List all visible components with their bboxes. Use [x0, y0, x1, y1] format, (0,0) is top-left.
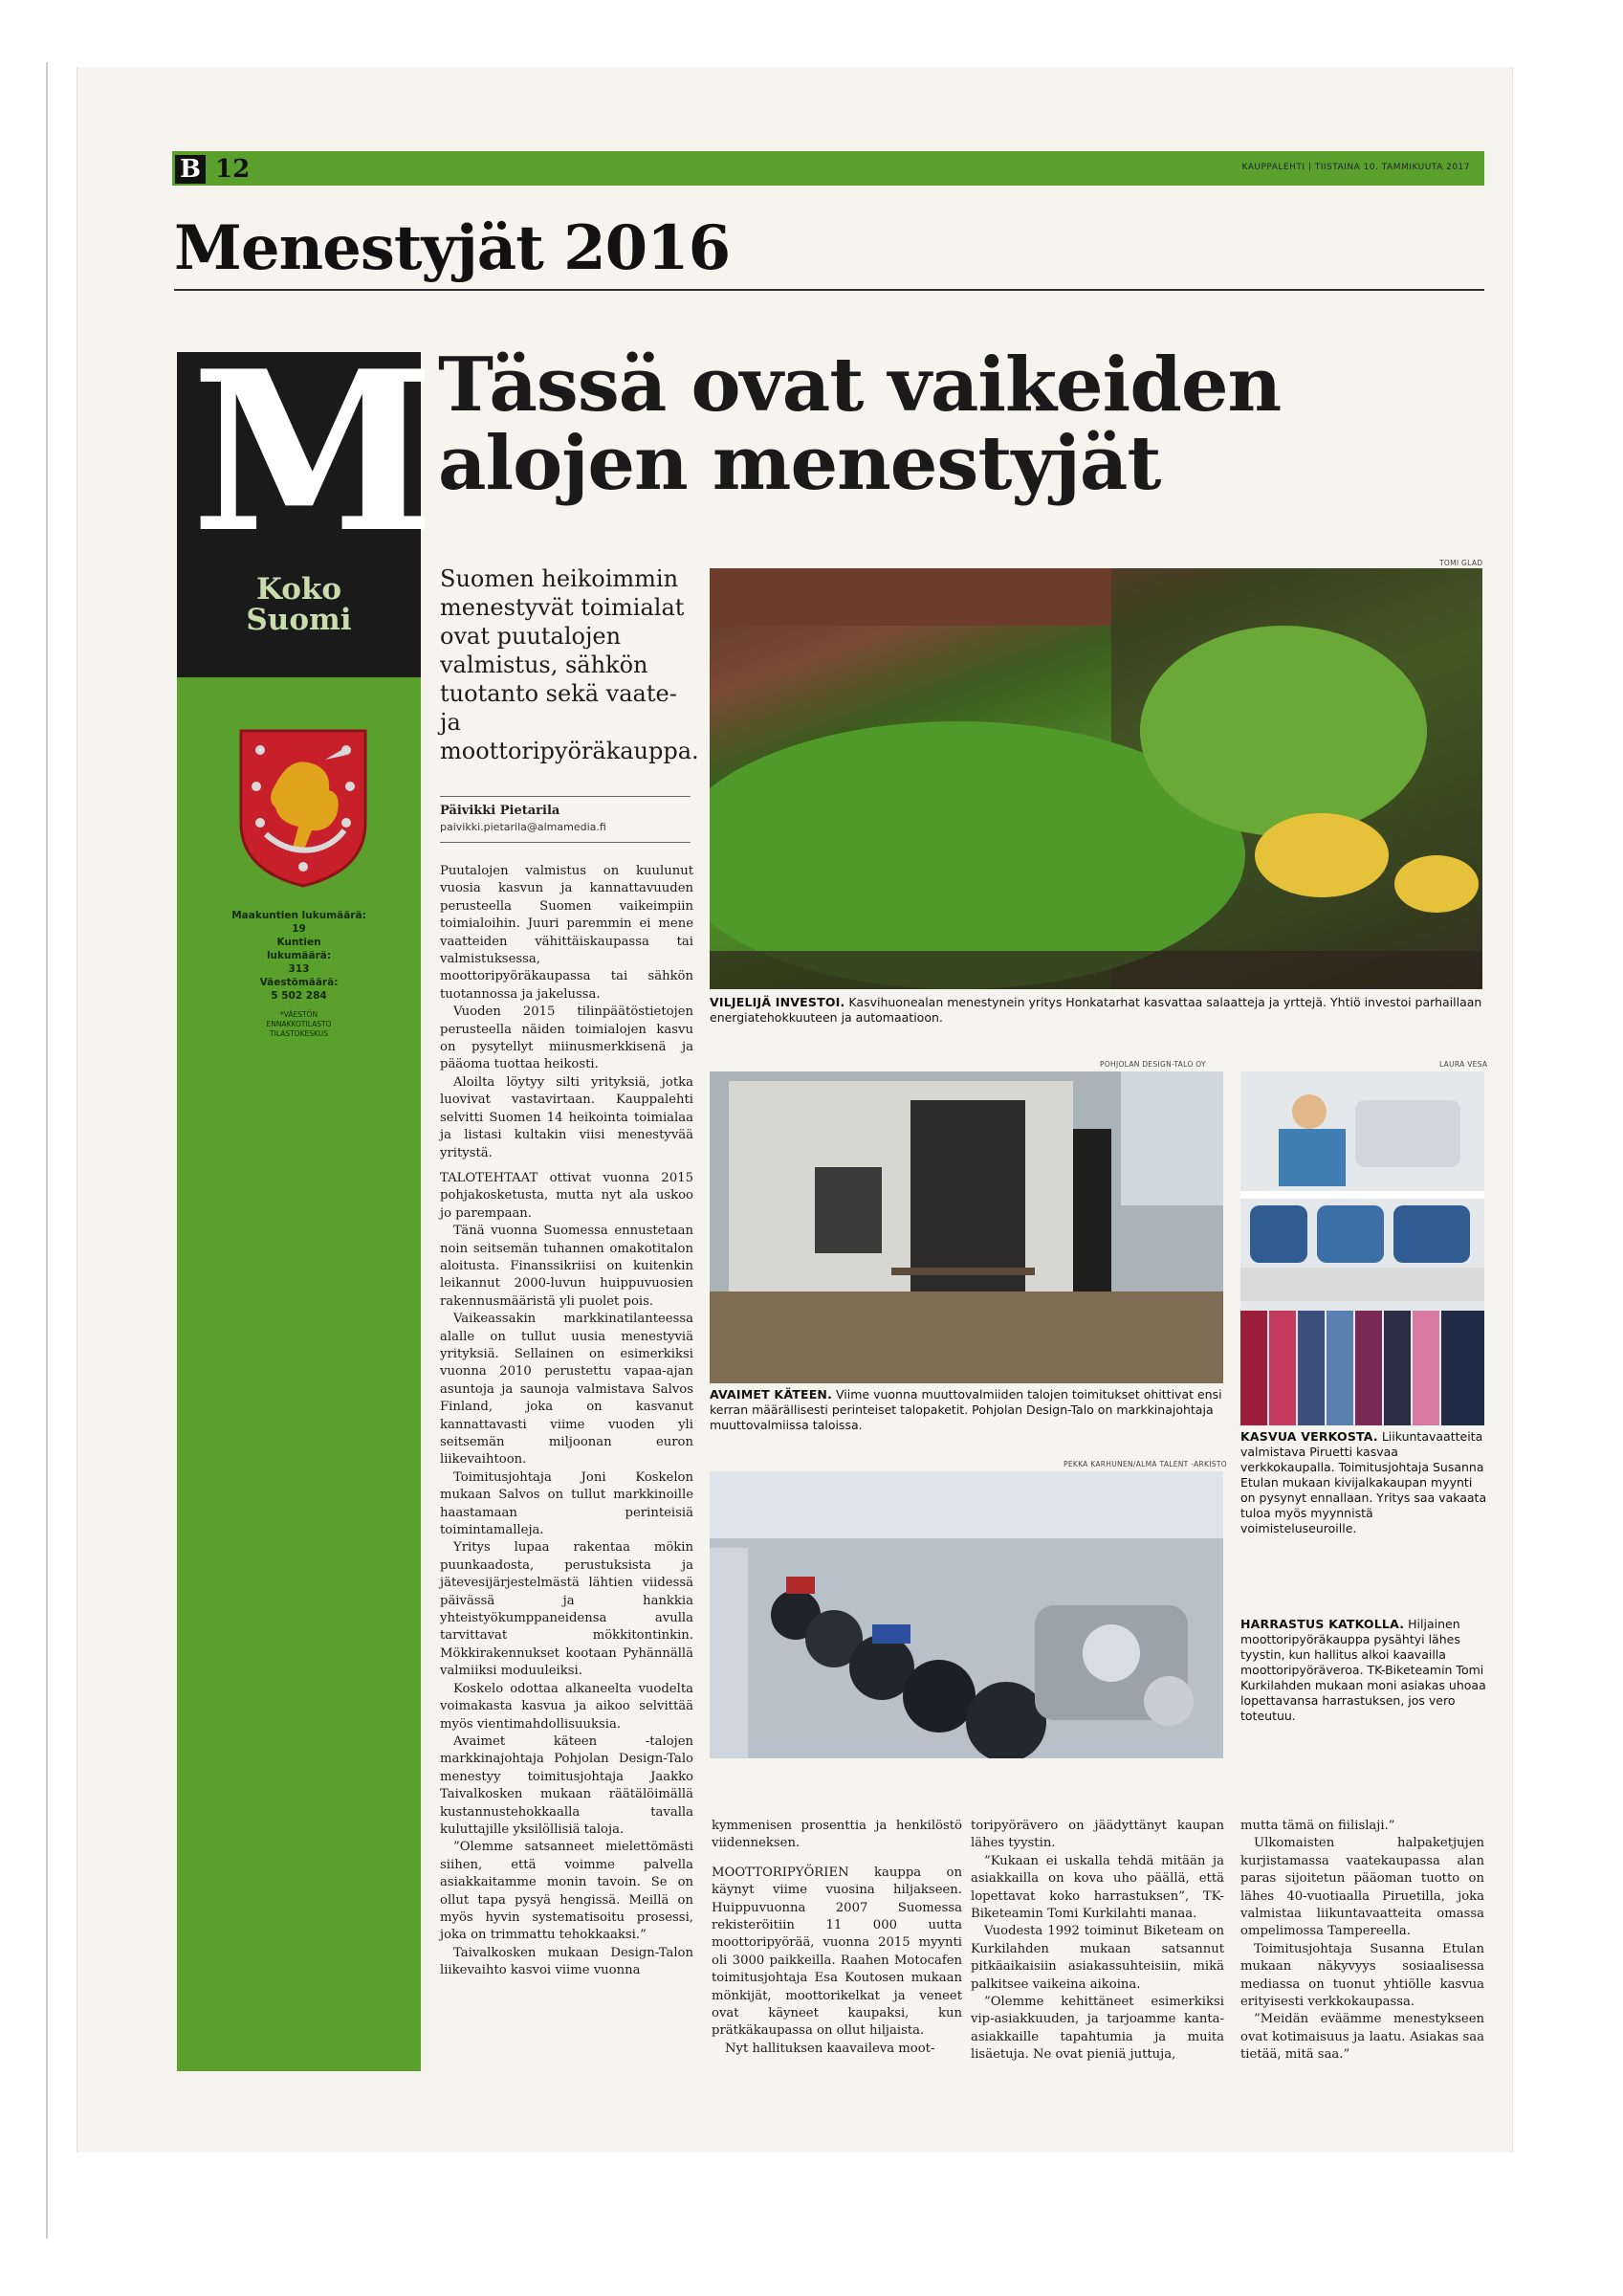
body-column-4 [1240, 1818, 1484, 2064]
photo-caption [1240, 1429, 1487, 1536]
caption-lead: AVAIMET KÄTEEN. [710, 1387, 833, 1402]
region-line: Suomi [246, 603, 352, 637]
article-headline [438, 342, 1282, 507]
dateline: KAUPPALEHTI | TIISTAINA 10. TAMMIKUUTA 2017 [1241, 163, 1470, 172]
paragraph: Toimitusjohtaja Susanna Etulan mukaan näkyvyys sosiaalisessa mediassa on tuonut yhtiölle kasvua erityisesti verkkokaupassa. [1240, 1941, 1484, 2010]
title-rule [174, 289, 1484, 291]
stat-line: Kuntien [276, 937, 321, 948]
paragraph: kymmenisen prosenttia ja henkilöstö viidenneksen. [712, 1819, 962, 1851]
paragraph: Toimitusjohtaja Joni Koskelon mukaan Salvos on tullut markkinoille haastamaan perinteisiä toimintamalleja. [440, 1469, 693, 1538]
paragraph: ”Olemme satsanneet mielettömästi siihen, että voimme palvella asiakkaitamme monin tavoin. Se on ollut tapa pysyä hengissä. Meillä on myös hyvin systematisoitu prosessi, joka on trimmattu tehokkaaksi.” [440, 1840, 693, 1943]
body-column-1 [440, 863, 693, 1980]
region-line: Koko [255, 572, 342, 607]
photo-caption [1240, 1617, 1487, 1724]
region-stats [177, 909, 421, 1039]
binding-edge [46, 62, 48, 2239]
caption-lead: VILJELIJÄ INVESTOI. [710, 995, 845, 1009]
stat-line: 19 [292, 923, 306, 935]
caption-lead: KASVUA VERKOSTA. [1240, 1429, 1378, 1444]
caption-text: Viime vuonna muuttovalmiiden talojen toimitukset ohittivat ensi kerran määrällisesti perinteiset talopaketit. Pohjolan Design-Talo on markkinajohtaja muuttovalmiissa taloissa. [710, 1387, 1222, 1432]
paragraph: Aloilta löytyy silti yrityksiä, jotka luovivat vastavirtaan. Kauppalehti selvitti Suomen 14 heikointa toimialaa ja listasi kultakin viisi menestyvää yritystä. [440, 1074, 693, 1160]
paragraph: ”Olemme kehittäneet esimerkiksi vip-asiakkuuden, ja tarjoamme kanta-asiakkaille tapahtumia ja muita lisäetuja. Ne ovat pieniä juttuja, [971, 1995, 1224, 2063]
paragraph: ”Meidän eväämme menestykseen ovat kotimaisuus ja laatu. Asiakas saa tietää, mitä saa.” [1240, 2012, 1484, 2063]
caption-text: Kasvihuonealan menestynein yritys Honkatarhat kasvattaa salaatteja ja yrttejä. Yhtiö investoi parhaillaan energiatehokkuuteen ja automaatioon. [710, 995, 1482, 1025]
paragraph: MOOTTORIPYÖRIEN kauppa on käynyt viime vuosina hiljakseen. Huippuvuonna 2007 Suomessa rekisteröitiin 11 000 uutta moottoripyörää, vuonna 2015 myynti oli 3000 paikkeilla. Raahen Motocafen toimitusjohtaja Esa Koutosen mukaan mönkijät, moottorikelkat ja veneet ovat käyneet kaupaksi, kun prätkäkaupassa on ollut hiljaista. [712, 1865, 962, 2039]
coat-of-arms-icon [237, 727, 369, 890]
motorcycles-photo [710, 1471, 1223, 1758]
photo-credit: POHJOLAN DESIGN-TALO OY [1100, 1060, 1206, 1069]
caption-text: Liikuntavaatteita valmistava Piruetti kasvaa verkkokaupalla. Toimitusjohtaja Susanna Etulan mukaan kivijalkakaupan myynti on pysynyt ennallaan. Yritys saa vakaata tuloa myös myynnistä voimisteluseuroille. [1240, 1429, 1487, 1535]
author-email: paivikki.pietarila@almamedia.fi [440, 821, 606, 833]
paragraph: toripyörävero on jäädyttänyt kaupan lähes tyystin. [971, 1819, 1224, 1851]
section-title: Menestyjät 2016 [174, 212, 731, 284]
stat-line: lukumäärä: [266, 950, 332, 961]
house-photo [710, 1071, 1223, 1383]
paragraph: TALOTEHTAAT ottivat vuonna 2015 pohjakosketusta, mutta nyt ala uskoo jo parempaan. [440, 1170, 693, 1221]
page-number: 12 [215, 155, 251, 184]
paragraph: Puutalojen valmistus on kuulunut vuosia kasvun ja kannattavuuden perusteella Suomen vaikeimpiin toimialoihin. Juuri paremmin ei mene vaatteiden vähittäiskaupassa tai valmistuksessa, moottoripyöräkaupassa tai sähkön tuotannossa ja jakelussa. [440, 864, 693, 1002]
byline-rule [440, 796, 691, 797]
author-name: Päivikki Pietarila [440, 804, 560, 818]
house-image [710, 1071, 1223, 1383]
paragraph: Tänä vuonna Suomessa ennustetaan noin seitsemän tuhannen omakotitalon aloitusta. Finanssikriisi on kuitenkin leikannut 2000-luvun huippuvuosien rakennusmääristä yli puolet pois. [440, 1224, 693, 1309]
motorcycles-image [710, 1471, 1223, 1758]
headline-line: Tässä ovat vaikeiden [438, 342, 1282, 429]
sportswear-image [1240, 1071, 1484, 1425]
stat-line: 5 502 284 [271, 990, 327, 1002]
paragraph: mutta tämä on fiilislaji.” [1240, 1819, 1395, 1833]
greenhouse-image [710, 568, 1482, 989]
headline-line: alojen menestyjät [438, 420, 1161, 507]
source-line: *VÄESTÖN [279, 1010, 318, 1019]
section-letter: B [175, 155, 206, 184]
sidebar-initial: M [191, 323, 429, 582]
paragraph: Ulkomaisten halpaketjujen kurjistamassa vaatekaupassa alan paras sijoitetun pääoman tuotto on lähes 40-vuotiaalla Piruetilla, joka valmistaa liikuntavaatteita omassa ompelimossa Tampereella. [1240, 1836, 1484, 1939]
photo-credit: PEKKA KARHUNEN/ALMA TALENT -ARKISTO [1064, 1460, 1227, 1468]
stat-source [177, 1010, 421, 1039]
source-line: TILASTOKESKUS [270, 1029, 328, 1038]
paragraph: Vuoden 2015 tilinpäätöstietojen perusteella näiden toimialojen kasvu on pysytellyt miinusmerkkisenä ja pääoma tuottaa heikosti. [440, 1004, 693, 1072]
photo-caption [710, 995, 1484, 1026]
stat-line: Väestömäärä: [259, 977, 339, 988]
paragraph: Yritys lupaa rakentaa mökin puunkaadosta, perustuksista ja jätevesijärjestelmästä lähtien viidessä päivässä ja hankkia yhteistyökumppaneidensa avulla tarvittavat mökkitontinkin. Mökkirakennukset kootaan Pyhännällä valmiiksi moduuleiksi. [440, 1540, 693, 1679]
stat-line: 313 [288, 963, 310, 975]
caption-lead: HARRASTUS KATKOLLA. [1240, 1617, 1405, 1631]
photo-credit: LAURA VESA [1439, 1060, 1488, 1069]
stat-line: Maakuntien lukumäärä: [231, 910, 366, 921]
region-label [177, 574, 421, 635]
paragraph: Vuodesta 1992 toiminut Biketeam on Kurkilahden mukaan satsannut pitkäaikaisiin asiakassuhteisiin, mikä palkitsee vaikeina aikoina. [971, 1924, 1224, 1992]
paragraph: Taivalkosken mukaan Design-Talon liikevaihto kasvoi viime vuonna [440, 1945, 693, 1978]
paragraph: Nyt hallituksen kaavaileva moot- [725, 2041, 935, 2056]
source-line: ENNAKKOTILASTO [266, 1020, 332, 1028]
body-column-2 [712, 1818, 962, 2058]
article-lead: Suomen heikoimmin menestyvät toimialat ovat puutalojen valmistus, sähkön tuotanto sekä vaate- ja moottoripyöräkauppa. [440, 565, 699, 764]
paragraph: Vaikeassakin markkinatilanteessa alalle on tullut uusia menestyviä yrityksiä. Sellainen on esimerkiksi vuonna 2010 perustettu vapaa-ajan asuntoja ja saunoja valmistava Salvos Finland, joka on kasvanut kannattavasti viime vuoden yli seitsemän miljoonan euron liikevaihtoon. [440, 1312, 693, 1468]
sportswear-photo [1240, 1071, 1484, 1425]
body-column-3 [971, 1818, 1224, 2064]
photo-caption [710, 1387, 1226, 1433]
byline-rule [440, 842, 691, 843]
greenhouse-photo [710, 568, 1482, 989]
paragraph: ”Kukaan ei uskalla tehdä mitään ja asiakkailla on kova uho päällä, että lopettavat koko harrastuksen”, TK-Biketeamin Tomi Kurkilahti manaa. [971, 1853, 1224, 1922]
photo-credit: TOMI GLAD [1439, 559, 1483, 567]
paragraph: Koskelo odottaa alkaneelta vuodelta voimakasta kasvua ja aikoo selvittää myös vientimahdollisuuksia. [440, 1681, 693, 1732]
caption-text: Hiljainen moottoripyöräkauppa pysähtyi lähes tyystin, kun hallitus alkoi kaavailla moottoripyöräveroa. TK-Biketeamin Tomi Kurkilahden mukaan moni asiakas uhoaa lopettavansa harrastuksen, jos vero toteutuu. [1240, 1617, 1486, 1723]
paragraph: Avaimet käteen -talojen markkinajohtaja Pohjolan Design-Talo menestyy toimitusjohtaja Jaakko Taivalkosken mukaan räätälöimällä kustannustehokkaalla tavalla kuluttajille yksilöllisiä taloja. [440, 1733, 693, 1837]
